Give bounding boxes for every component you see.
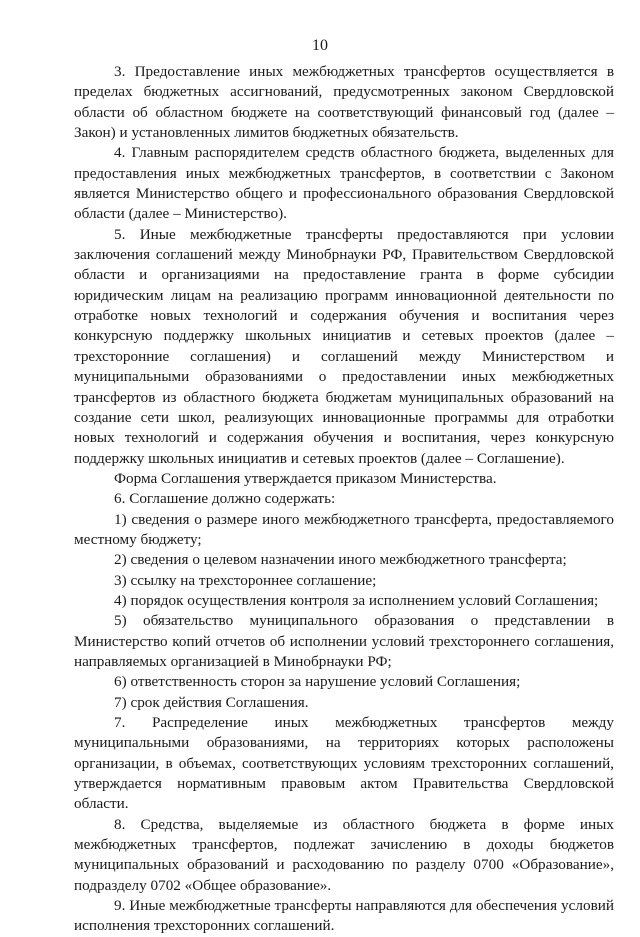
paragraph-9-purpose: 9. Иные межбюджетные трансферты направляются для обеспечения условий исполнения трехсторонних соглашений. xyxy=(74,897,614,935)
list-item-1: 1) сведения о размере иного межбюджетного трансферта, предоставляемого местному бюджету; xyxy=(74,510,614,548)
paragraph-8-funds: 8. Средства, выделяемые из областного бюджета в форме иных межбюджетных трансфертов, подлежат зачислению в доходы бюджетов муниципальных образований и расходованию по разделу 0700 «Образование», подразделу 0702 «Общее образование». xyxy=(74,815,614,894)
paragraph-3-budget-limits: 3. Предоставление иных межбюджетных трансфертов осуществляется в пределах бюджетных ассигнований, предусмотренных законом Свердловской области об областном бюджете на соответствующий финансовый год (далее – Закон) и установленных лимитов бюджетных обязательств. xyxy=(74,63,614,142)
document-body xyxy=(74,62,614,937)
list-item-6: 6) ответственность сторон за нарушение условий Соглашения; xyxy=(114,673,521,691)
list-item-3: 3) ссылку на трехстороннее соглашение; xyxy=(114,571,377,589)
list-item-2: 2) сведения о целевом назначении иного межбюджетного трансферта; xyxy=(114,551,567,569)
paragraph-7-distribution: 7. Распределение иных межбюджетных трансфертов между муниципальными образованиями, на территориях которых расположены организации, в объемах, соответствующих условиям трехсторонних соглашений, утверждается нормативным правовым актом Правительства Свердловской области. xyxy=(74,714,614,813)
list-item-4: 4) порядок осуществления контроля за исполнением условий Соглашения; xyxy=(114,591,599,609)
page-number: 10 xyxy=(312,37,328,54)
paragraph-5-agreements: 5. Иные межбюджетные трансферты предоставляются при условии заключения соглашений между Минобрнауки РФ, Правительством Свердловской области и организациями на предоставление гранта в форме субсидии юридическим лицам на реализацию программ инновационной деятельности по отработке новых технологий и содержания обучения и воспитания через конкурсную поддержку школьных инициатив и сетевых проектов (далее – трехсторонние соглашения) и соглашений между Министерством и муниципальными образованиями о предоставлении иных межбюджетных трансфертов из областного бюджета бюджетам муниципальных образований на создание сети школ, реализующих инновационные программы для отработки новых технологий и содержания обучения и воспитания, через конкурсную поддержку школьных инициатив и сетевых проектов (далее – Соглашение). xyxy=(74,225,614,467)
list-item-7: 7) срок действия Соглашения. xyxy=(114,693,309,711)
list-item-5: 5) обязательство муниципального образования о представлении в Министерство копий отчетов об исполнении условий трехстороннего соглашения, направляемых организацией в Минобрнауки РФ; xyxy=(74,612,614,670)
paragraph-6-agreement-contents: 6. Соглашение должно содержать: xyxy=(114,490,336,508)
paragraph-agreement-form: Форма Соглашения утверждается приказом Министерства. xyxy=(114,469,497,487)
paragraph-4-chief-administrator: 4. Главным распорядителем средств областного бюджета, выделенных для предоставления иных межбюджетных трансфертов, в соответствии с Законом является Министерство общего и профессионального образования Свердловской области (далее – Министерство). xyxy=(74,144,614,223)
